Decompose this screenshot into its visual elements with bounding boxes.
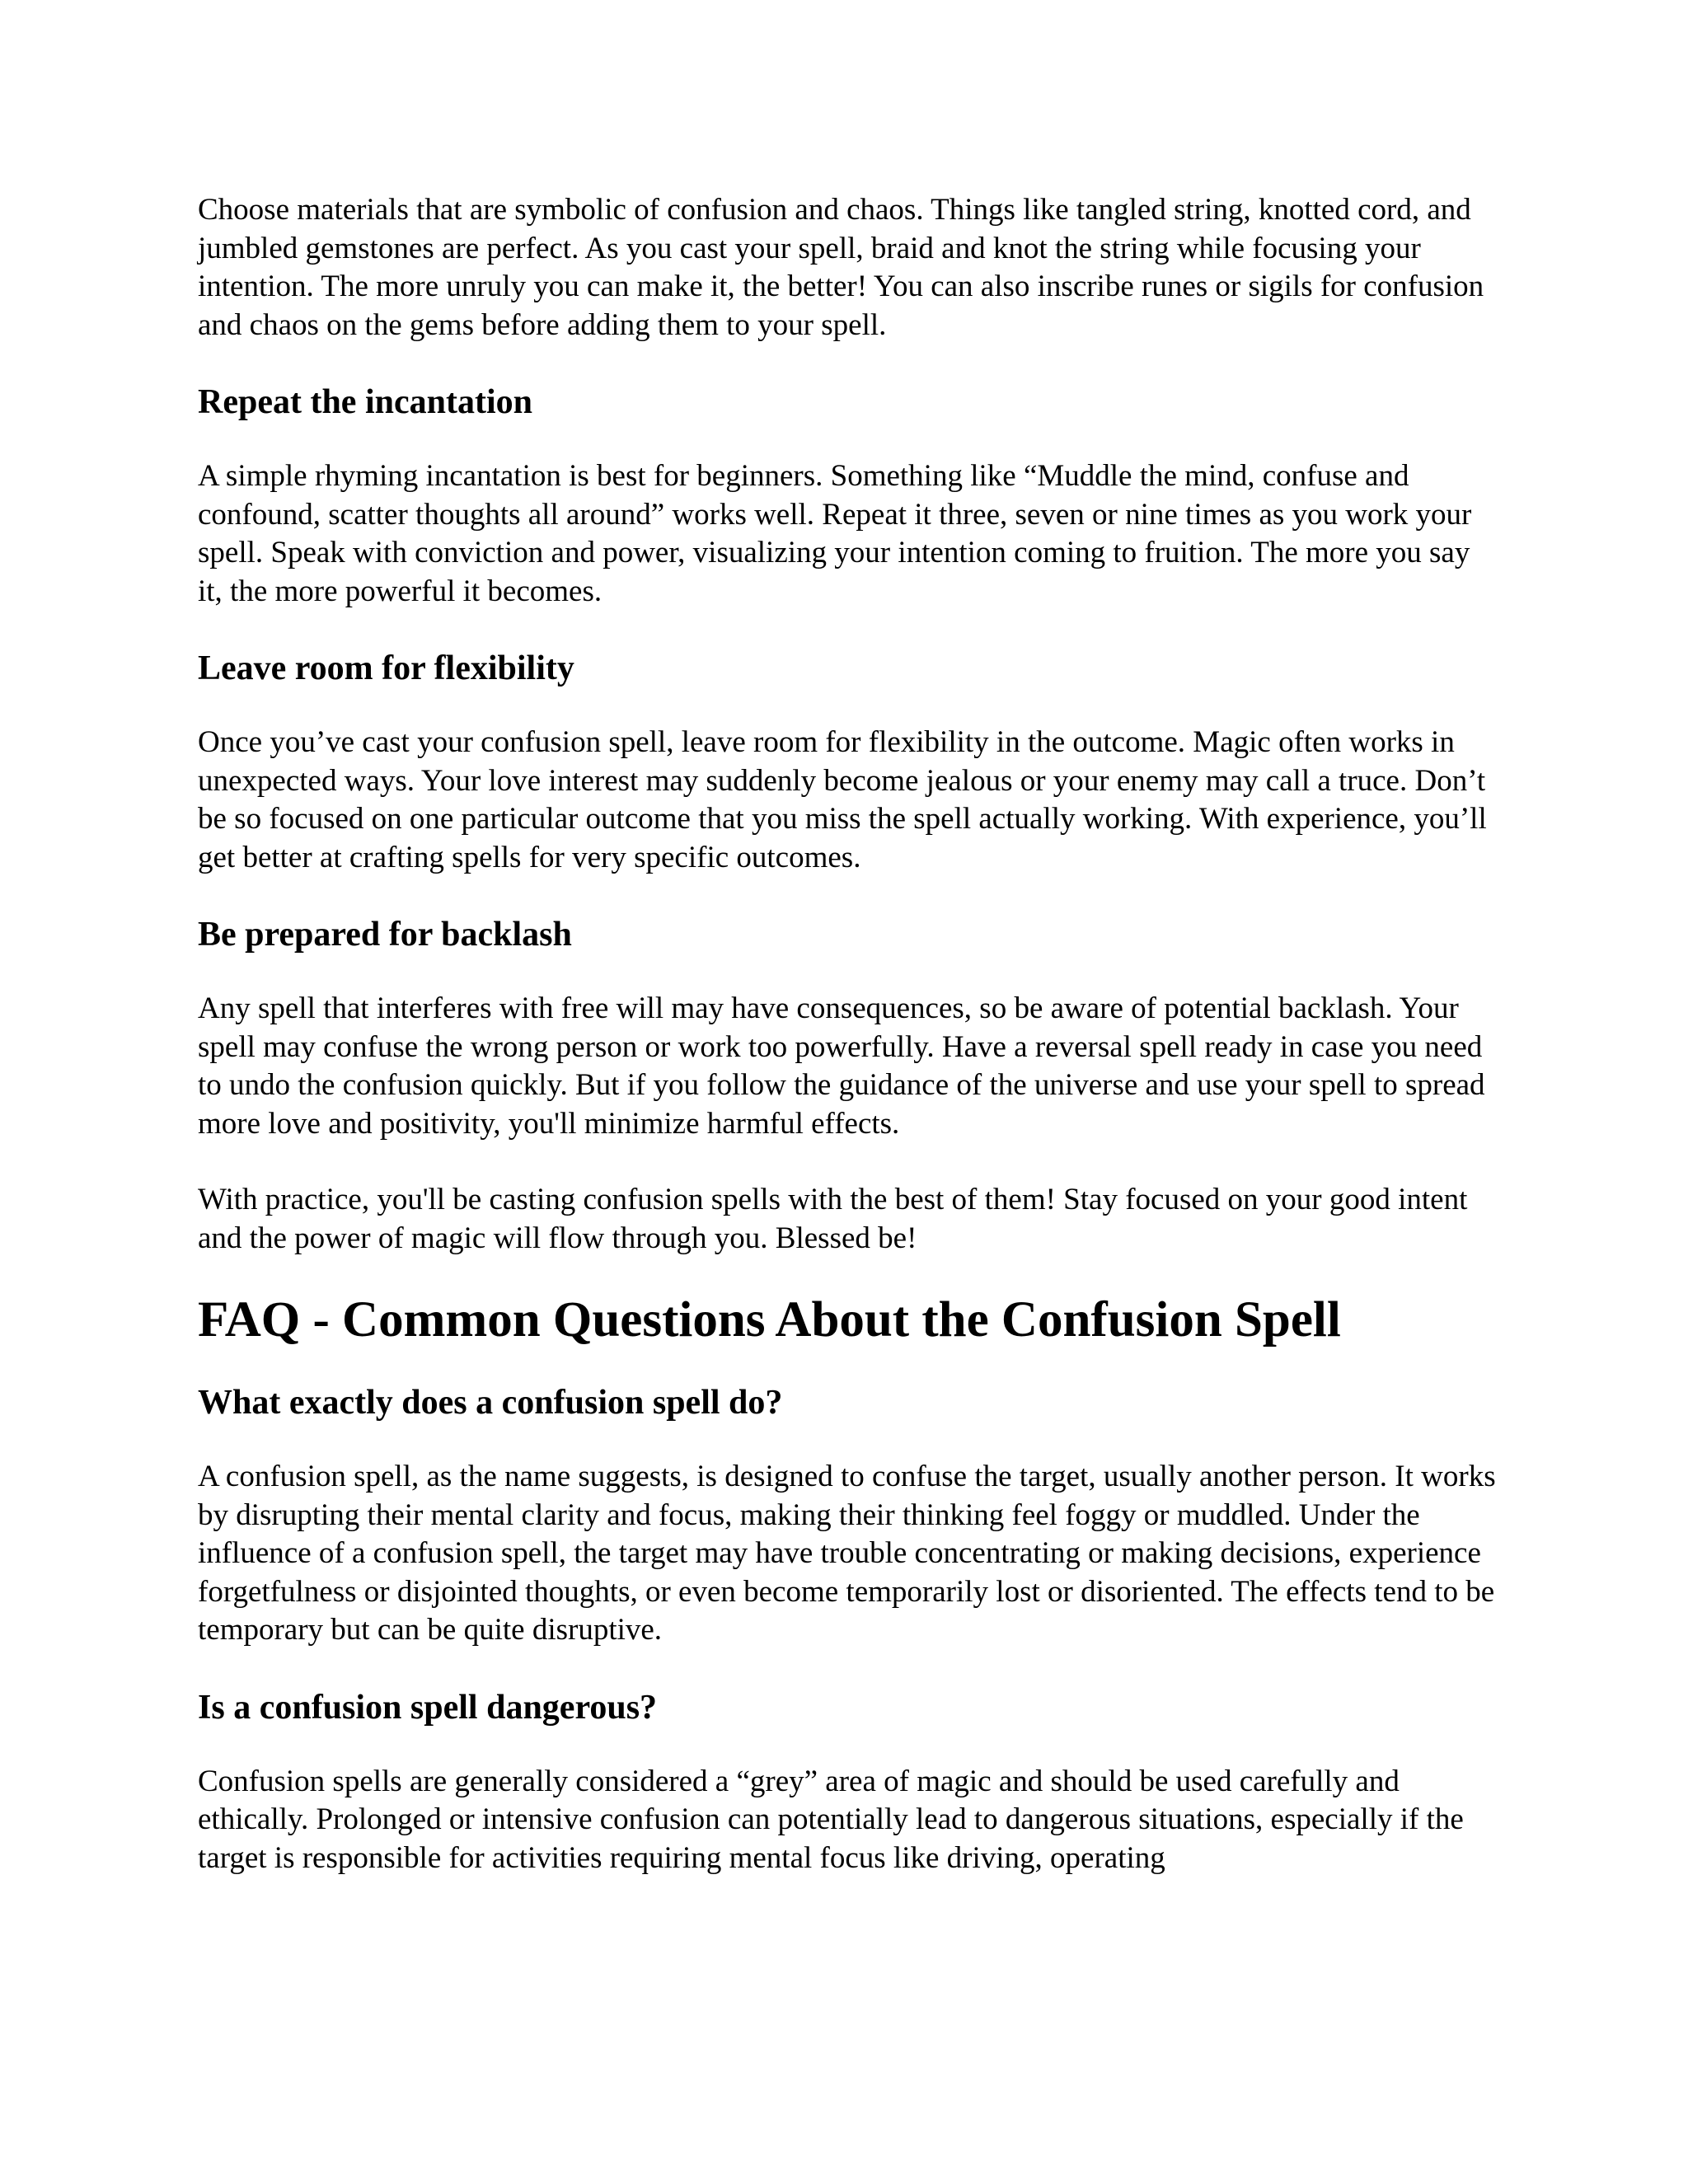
heading-repeat-incantation: Repeat the incantation	[198, 383, 532, 421]
paragraph-backlash: Any spell that interferes with free will may have consequences, so be aware of potential backlash. Your spell may confuse the wrong person or work too powerfully. Have a reversal spell ready in case you need to undo the confusion quickly. But if you follow the guidance of the universe and use your spell to spread more love and positivity, you'll minimize harmful effects.	[198, 991, 1485, 1141]
heading-faq: FAQ - Common Questions About the Confusion Spell	[198, 1292, 1341, 1347]
page-content	[198, 191, 1500, 1877]
heading-what-does: What exactly does a confusion spell do?	[198, 1384, 783, 1422]
paragraph-what-does: A confusion spell, as the name suggests, is designed to confuse the target, usually another person. It works by disrupting their mental clarity and focus, making their thinking feel foggy or muddled. Under the influence of a confusion spell, the target may have trouble concentrating or making decisions, experience forgetfulness or disjointed thoughts, or even become temporarily lost or disoriented. The effects tend to be temporary but can be quite disruptive.	[198, 1460, 1496, 1647]
paragraph-dangerous: Confusion spells are generally considered a “grey” area of magic and should be used carefully and ethically. Prolonged or intensive confusion can potentially lead to dangerous situations, especially if the target is responsible for activities requiring mental focus like driving, operating	[198, 1764, 1464, 1875]
heading-dangerous: Is a confusion spell dangerous?	[198, 1688, 658, 1727]
paragraph-incantation: A simple rhyming incantation is best for beginners. Something like “Muddle the mind, confuse and confound, scatter thoughts all around” works well. Repeat it three, seven or nine times as you work your spell. Speak with conviction and power, visualizing your intention coming to fruition. The more you say it, the more powerful it becomes.	[198, 459, 1472, 608]
heading-backlash: Be prepared for backlash	[198, 916, 572, 954]
heading-leave-room: Leave room for flexibility	[198, 649, 574, 687]
paragraph-materials: Choose materials that are symbolic of confusion and chaos. Things like tangled string, knotted cord, and jumbled gemstones are perfect. As you cast your spell, braid and knot the string while focusing your intention. The more unruly you can make it, the better! You can also inscribe runes or sigils for confusion and chaos on the gems before adding them to your spell.	[198, 193, 1484, 342]
paragraph-flexibility: Once you’ve cast your confusion spell, leave room for flexibility in the outcome. Magic often works in unexpected ways. Your love interest may suddenly become jealous or your enemy may call a truce. Don’t be so focused on one particular outcome that you miss the spell actually working. With experience, you’ll get better at crafting spells for very specific outcomes.	[198, 725, 1487, 874]
paragraph-practice: With practice, you'll be casting confusion spells with the best of them! Stay focused on your good intent and the power of magic will flow through you. Blessed be!	[198, 1183, 1468, 1255]
